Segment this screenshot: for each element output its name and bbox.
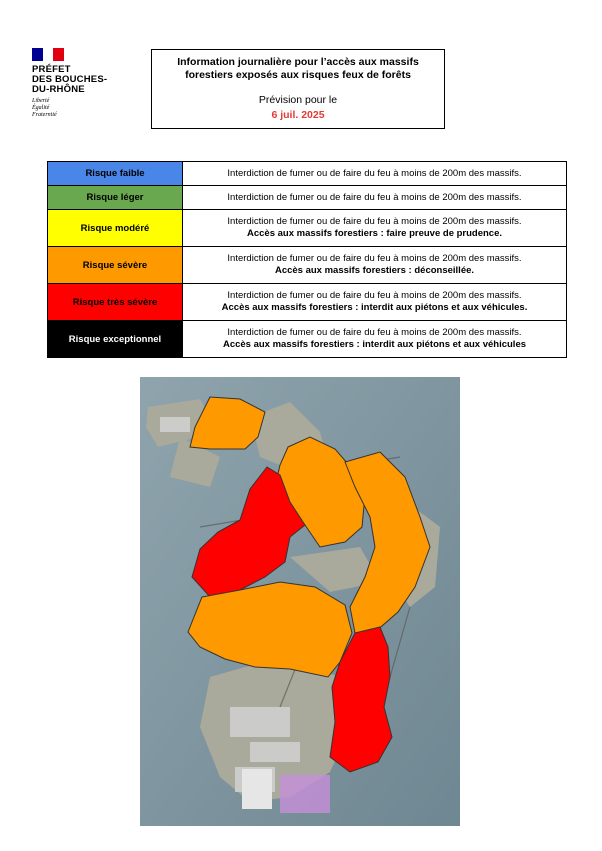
desc-line2: Accès aux massifs forestiers : interdit aux piétons et aux véhicules xyxy=(222,339,527,350)
logo-name-line: PRÉFET xyxy=(32,64,71,75)
desc-line2: Accès aux massifs forestiers : interdit aux piétons et aux véhicules. xyxy=(221,302,528,313)
risk-legend-table xyxy=(47,161,567,358)
desc-line2: Accès aux massifs forestiers : faire preuve de prudence. xyxy=(246,228,503,239)
risk-level-cell: Risque sévère xyxy=(48,247,183,284)
airport-area xyxy=(280,775,330,813)
risk-description xyxy=(183,284,567,321)
prefecture-logo xyxy=(32,48,132,119)
risk-row xyxy=(48,247,567,284)
marianne-flag-icon xyxy=(32,48,64,61)
motto-line: Fraternité xyxy=(32,112,57,118)
desc-line1: Interdiction de fumer ou de faire du feu à moins de 200m des massifs. xyxy=(227,216,522,227)
risk-description xyxy=(183,210,567,247)
risk-map xyxy=(140,377,460,826)
desc-line1: Interdiction de fumer ou de faire du feu à moins de 200m des massifs. xyxy=(227,253,522,264)
desc-line1: Interdiction de fumer ou de faire du feu à moins de 200m des massifs. xyxy=(227,167,522,179)
logo-name-line: DU-RHÔNE xyxy=(32,84,85,95)
risk-row xyxy=(48,210,567,247)
forecast-info-box xyxy=(151,49,445,129)
risk-description xyxy=(183,247,567,284)
risk-description xyxy=(183,321,567,358)
desc-line1: Interdiction de fumer ou de faire du feu à moins de 200m des massifs. xyxy=(227,290,522,301)
risk-description xyxy=(183,162,567,186)
desc-line1: Interdiction de fumer ou de faire du feu à moins de 200m des massifs. xyxy=(227,327,522,338)
forecast-date: 6 juil. 2025 xyxy=(271,109,325,121)
desc-line1: Interdiction de fumer ou de faire du feu à moins de 200m des massifs. xyxy=(227,191,522,203)
logo-name-line: DES BOUCHES- xyxy=(32,74,108,85)
risk-level-cell: Risque exceptionnel xyxy=(48,321,183,358)
motto-line: Égalité xyxy=(32,105,50,111)
info-title: Information journalière pour l’accès aux massifs forestiers exposés aux risques feux de forêts xyxy=(177,56,419,81)
risk-row xyxy=(48,284,567,321)
risk-row xyxy=(48,186,567,210)
risk-description xyxy=(183,186,567,210)
risk-level-cell: Risque léger xyxy=(48,186,183,210)
logo-name xyxy=(32,65,132,95)
risk-level-cell: Risque très sévère xyxy=(48,284,183,321)
risk-level-cell: Risque modéré xyxy=(48,210,183,247)
prevision-label: Prévision pour le xyxy=(258,94,338,106)
risk-row xyxy=(48,162,567,186)
desc-line2: Accès aux massifs forestiers : déconseillée. xyxy=(274,265,475,276)
port-area xyxy=(242,769,272,809)
logo-motto xyxy=(32,98,132,119)
risk-level-cell: Risque faible xyxy=(48,162,183,186)
motto-line: Liberté xyxy=(32,98,50,104)
risk-row xyxy=(48,321,567,358)
